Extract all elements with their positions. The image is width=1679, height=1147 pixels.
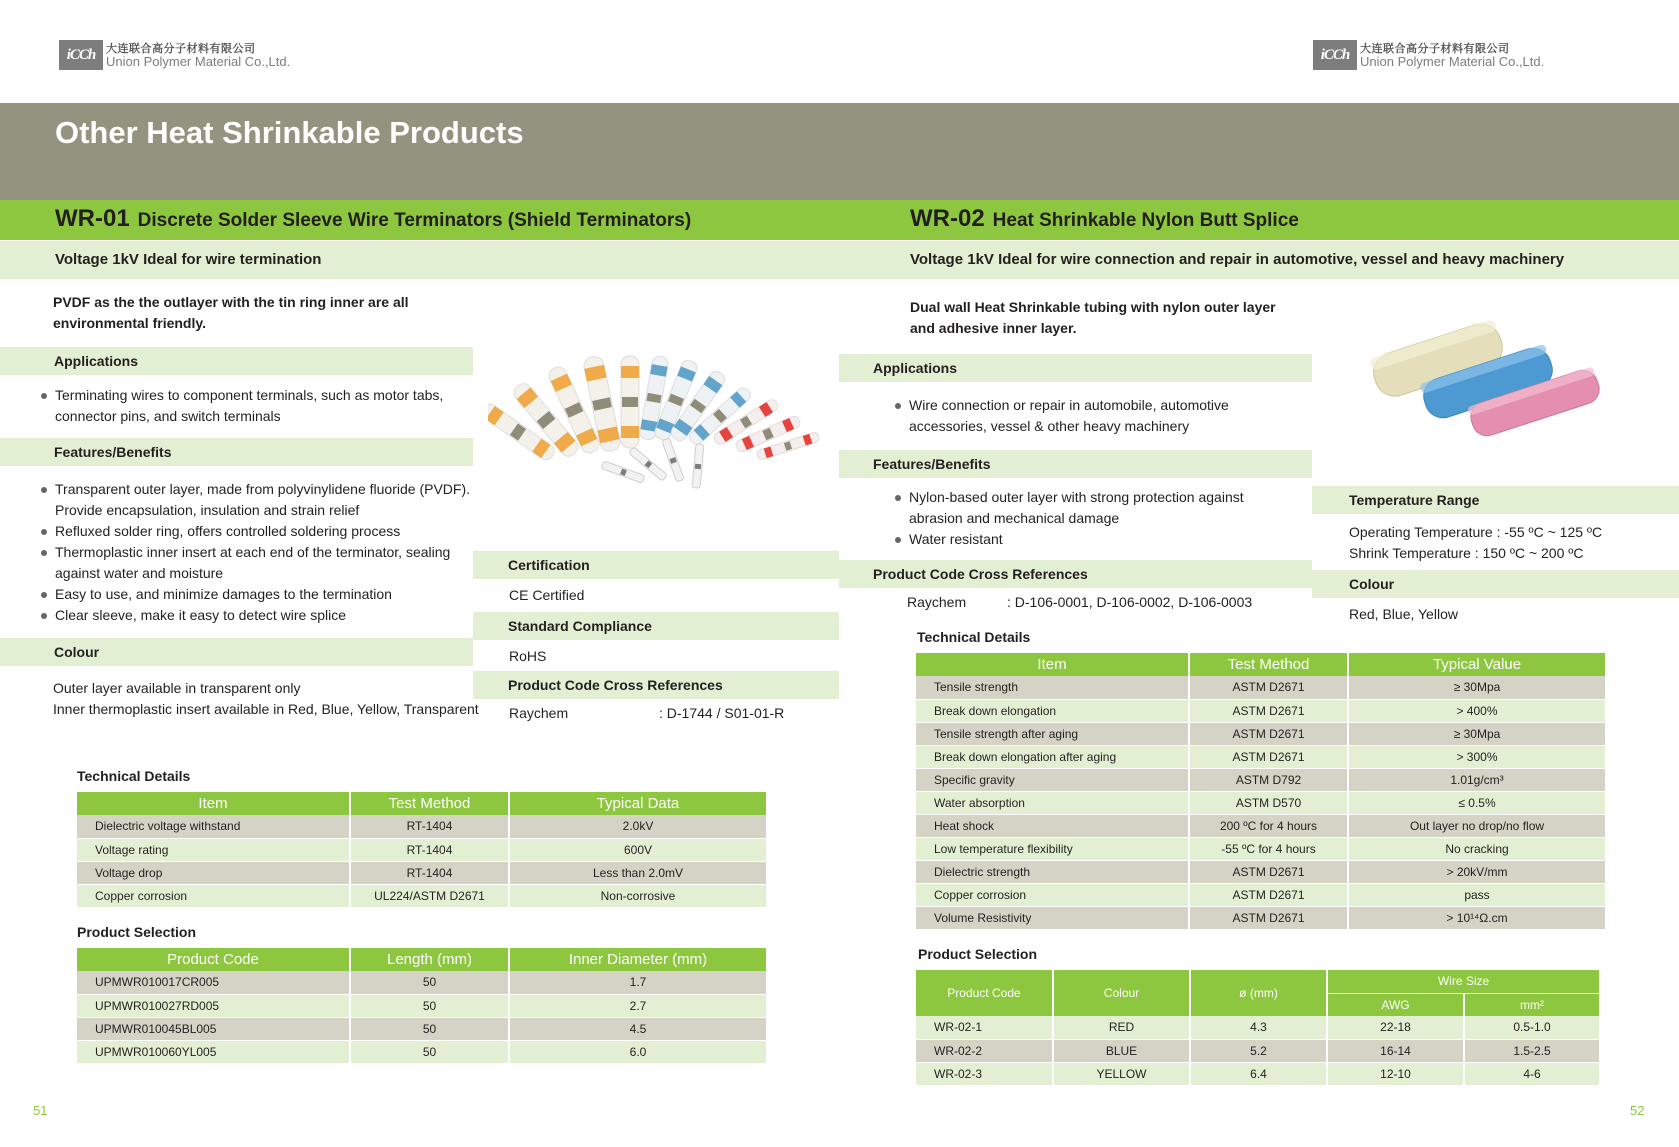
wr02-features-header: Features/Benefits — [839, 450, 1312, 478]
wr01-applications-list — [41, 385, 443, 427]
wr02-product-image — [1360, 305, 1610, 440]
wr02-xref-header: Product Code Cross References — [839, 560, 1312, 588]
wr02-colour-header: Colour — [1312, 570, 1679, 598]
wr02-tech-table — [916, 653, 1607, 930]
table-row: Voltage rating RT-1404 600V — [77, 838, 767, 861]
wr01-ps-label: Product Selection — [77, 924, 197, 940]
column-header: Test Method — [350, 792, 509, 815]
column-header: mm² — [1464, 993, 1600, 1016]
wr02-temp-shrink: Shrink Temperature : 150 ºC ~ 200 ºC — [1349, 545, 1584, 561]
wr01-features-header: Features/Benefits — [0, 438, 473, 466]
wr02-features-list — [895, 487, 1244, 550]
list-item: Terminating wires to component terminals, such as motor tabs, connector pins, and switch terminals — [41, 385, 443, 427]
wr01-intro-line-2: environmental friendly. — [53, 315, 206, 331]
list-item: Easy to use, and minimize damages to the termination — [41, 584, 470, 605]
column-header: AWG — [1327, 993, 1464, 1016]
column-header: Typical Value — [1348, 653, 1606, 676]
wr01-applications-header: Applications — [0, 347, 473, 375]
column-header: Test Method — [1189, 653, 1348, 676]
table-row: Copper corrosion UL224/ASTM D2671 Non-corrosive — [77, 884, 767, 907]
column-header: ø (mm) — [1190, 970, 1327, 1016]
table-row: Dielectric strength ASTM D2671 > 20kV/mm — [916, 860, 1606, 883]
column-header: Item — [77, 792, 350, 815]
table-row: Heat shock 200 ºC for 4 hours Out layer no drop/no flow — [916, 814, 1606, 837]
logo-mark: iCCh — [59, 40, 103, 70]
wr02-ps-label: Product Selection — [918, 946, 1038, 962]
column-header: Product Code — [77, 948, 350, 971]
table-row: UPMWR010060YL005 50 6.0 — [77, 1040, 767, 1063]
list-item: Nylon-based outer layer with strong protection against abrasion and mechanical damage — [895, 487, 1244, 529]
company-name-cn: 大连联合高分子材料有限公司 — [1360, 43, 1510, 55]
wr01-xref-header: Product Code Cross References — [473, 671, 839, 699]
wr02-colour-value: Red, Blue, Yellow — [1349, 606, 1458, 622]
wr02-intro — [910, 297, 1276, 339]
column-header: Inner Diameter (mm) — [509, 948, 767, 971]
column-header: Typical Data — [509, 792, 767, 815]
table-row: Break down elongation after aging ASTM D2671 > 300% — [916, 745, 1606, 768]
list-item: Clear sleeve, make it easy to detect wire splice — [41, 605, 470, 626]
wr01-colour-line-1: Outer layer available in transparent only — [53, 680, 301, 696]
wr01-certification-header: Certification — [473, 551, 839, 579]
company-logo-left — [59, 40, 319, 70]
list-item: Refluxed solder ring, offers controlled soldering process — [41, 521, 470, 542]
wr02-temp-operating: Operating Temperature : -55 ºC ~ 125 ºC — [1349, 524, 1603, 540]
wr02-xref-name: Raychem — [907, 594, 967, 610]
column-header: Item — [916, 653, 1189, 676]
wr01-colour-header: Colour — [0, 638, 473, 666]
list-item: Water resistant — [895, 529, 1244, 550]
wr02-intro-line-1: Dual wall Heat Shrinkable tubing with nylon outer layer — [910, 299, 1276, 315]
table-row: Copper corrosion ASTM D2671 pass — [916, 883, 1606, 906]
logo-mark: iCCh — [1313, 40, 1357, 70]
wr01-standard-value: RoHS — [509, 648, 547, 664]
wr01-title — [55, 205, 691, 233]
table-row: Specific gravity ASTM D792 1.01g/cm³ — [916, 768, 1606, 791]
wr01-ps-table — [77, 948, 768, 1064]
table-row: UPMWR010017CR005 50 1.7 — [77, 971, 767, 994]
wr02-voltage: Voltage 1kV Ideal for wire connection and repair in automotive, vessel and heavy machinery — [910, 251, 1565, 268]
wr01-product-image — [488, 352, 828, 502]
wr01-intro — [53, 292, 409, 334]
table-row: Tensile strength after aging ASTM D2671 ≥ 30Mpa — [916, 722, 1606, 745]
wr01-xref-value: : D-1744 / S01-01-R — [659, 705, 785, 721]
table-row: WR-02-2 BLUE 5.2 16-14 1.5-2.5 — [916, 1039, 1600, 1062]
list-item: Thermoplastic inner insert at each end of the terminator, sealing against water and moisture — [41, 542, 470, 584]
wr02-title — [910, 205, 1299, 233]
wr01-standard-header: Standard Compliance — [473, 612, 839, 640]
company-logo-right — [1313, 40, 1573, 70]
table-row: Dielectric voltage withstand RT-1404 2.0kV — [77, 815, 767, 838]
table-row: UPMWR010045BL005 50 4.5 — [77, 1017, 767, 1040]
wr01-colour-text — [53, 678, 479, 720]
table-row: Break down elongation ASTM D2671 > 400% — [916, 699, 1606, 722]
table-row: UPMWR010027RD005 50 2.7 — [77, 994, 767, 1017]
wr01-voltage: Voltage 1kV Ideal for wire termination — [55, 251, 322, 268]
table-row: Volume Resistivity ASTM D2671 > 10¹⁴Ω.cm — [916, 906, 1606, 929]
company-name-en: Union Polymer Material Co.,Ltd. — [1360, 54, 1545, 69]
wr02-applications-header: Applications — [839, 354, 1312, 382]
table-row: Tensile strength ASTM D2671 ≥ 30Mpa — [916, 676, 1606, 699]
wr02-tech-label: Technical Details — [917, 629, 1031, 645]
table-row: Water absorption ASTM D570 ≤ 0.5% — [916, 791, 1606, 814]
wr01-intro-line-1: PVDF as the the outlayer with the tin ring inner are all — [53, 294, 409, 310]
wr01-xref-name: Raychem — [509, 705, 569, 721]
company-name-en: Union Polymer Material Co.,Ltd. — [106, 54, 291, 69]
wr02-ps-table — [916, 970, 1601, 1086]
table-row: WR-02-1 RED 4.3 22-18 0.5-1.0 — [916, 1016, 1600, 1039]
wr02-intro-line-2: and adhesive inner layer. — [910, 320, 1077, 336]
wr01-tech-label: Technical Details — [77, 768, 191, 784]
page-number-left: 51 — [33, 1103, 48, 1118]
table-row: WR-02-3 YELLOW 6.4 12-10 4-6 — [916, 1062, 1600, 1085]
wr02-temp-header: Temperature Range — [1312, 486, 1679, 514]
wr01-colour-line-2: Inner thermoplastic insert available in Red, Blue, Yellow, Transparent — [53, 701, 479, 717]
page-number-right: 52 — [1630, 1103, 1645, 1118]
wr01-features-list — [41, 479, 470, 626]
column-header: Product Code — [916, 970, 1053, 1016]
table-row: Low temperature flexibility -55 ºC for 4 hours No cracking — [916, 837, 1606, 860]
page-banner — [0, 103, 1679, 200]
wr01-tech-table — [77, 792, 768, 908]
wr02-applications-list — [895, 395, 1229, 437]
wr02-xref-value: : D-106-0001, D-106-0002, D-106-0003 — [1007, 594, 1253, 610]
column-header: Length (mm) — [350, 948, 509, 971]
list-item: Wire connection or repair in automobile, automotive accessories, vessel & other heavy machinery — [895, 395, 1229, 437]
wr01-certification-value: CE Certified — [509, 587, 585, 603]
wr02-name: Heat Shrinkable Nylon Butt Splice — [992, 210, 1299, 231]
company-name-cn: 大连联合高分子材料有限公司 — [106, 43, 256, 55]
wr01-name: Discrete Solder Sleeve Wire Terminators (Shield Terminators) — [137, 210, 692, 231]
column-header: Colour — [1053, 970, 1190, 1016]
column-header: Wire Size — [1327, 970, 1600, 993]
list-item: Transparent outer layer, made from polyvinylidene fluoride (PVDF). Provide encapsulation, insulation and strain relief — [41, 479, 470, 521]
table-row: Voltage drop RT-1404 Less than 2.0mV — [77, 861, 767, 884]
page-title: Other Heat Shrinkable Products — [55, 115, 524, 150]
wr02-code: WR-02 — [910, 205, 985, 232]
wr01-code: WR-01 — [55, 205, 130, 232]
